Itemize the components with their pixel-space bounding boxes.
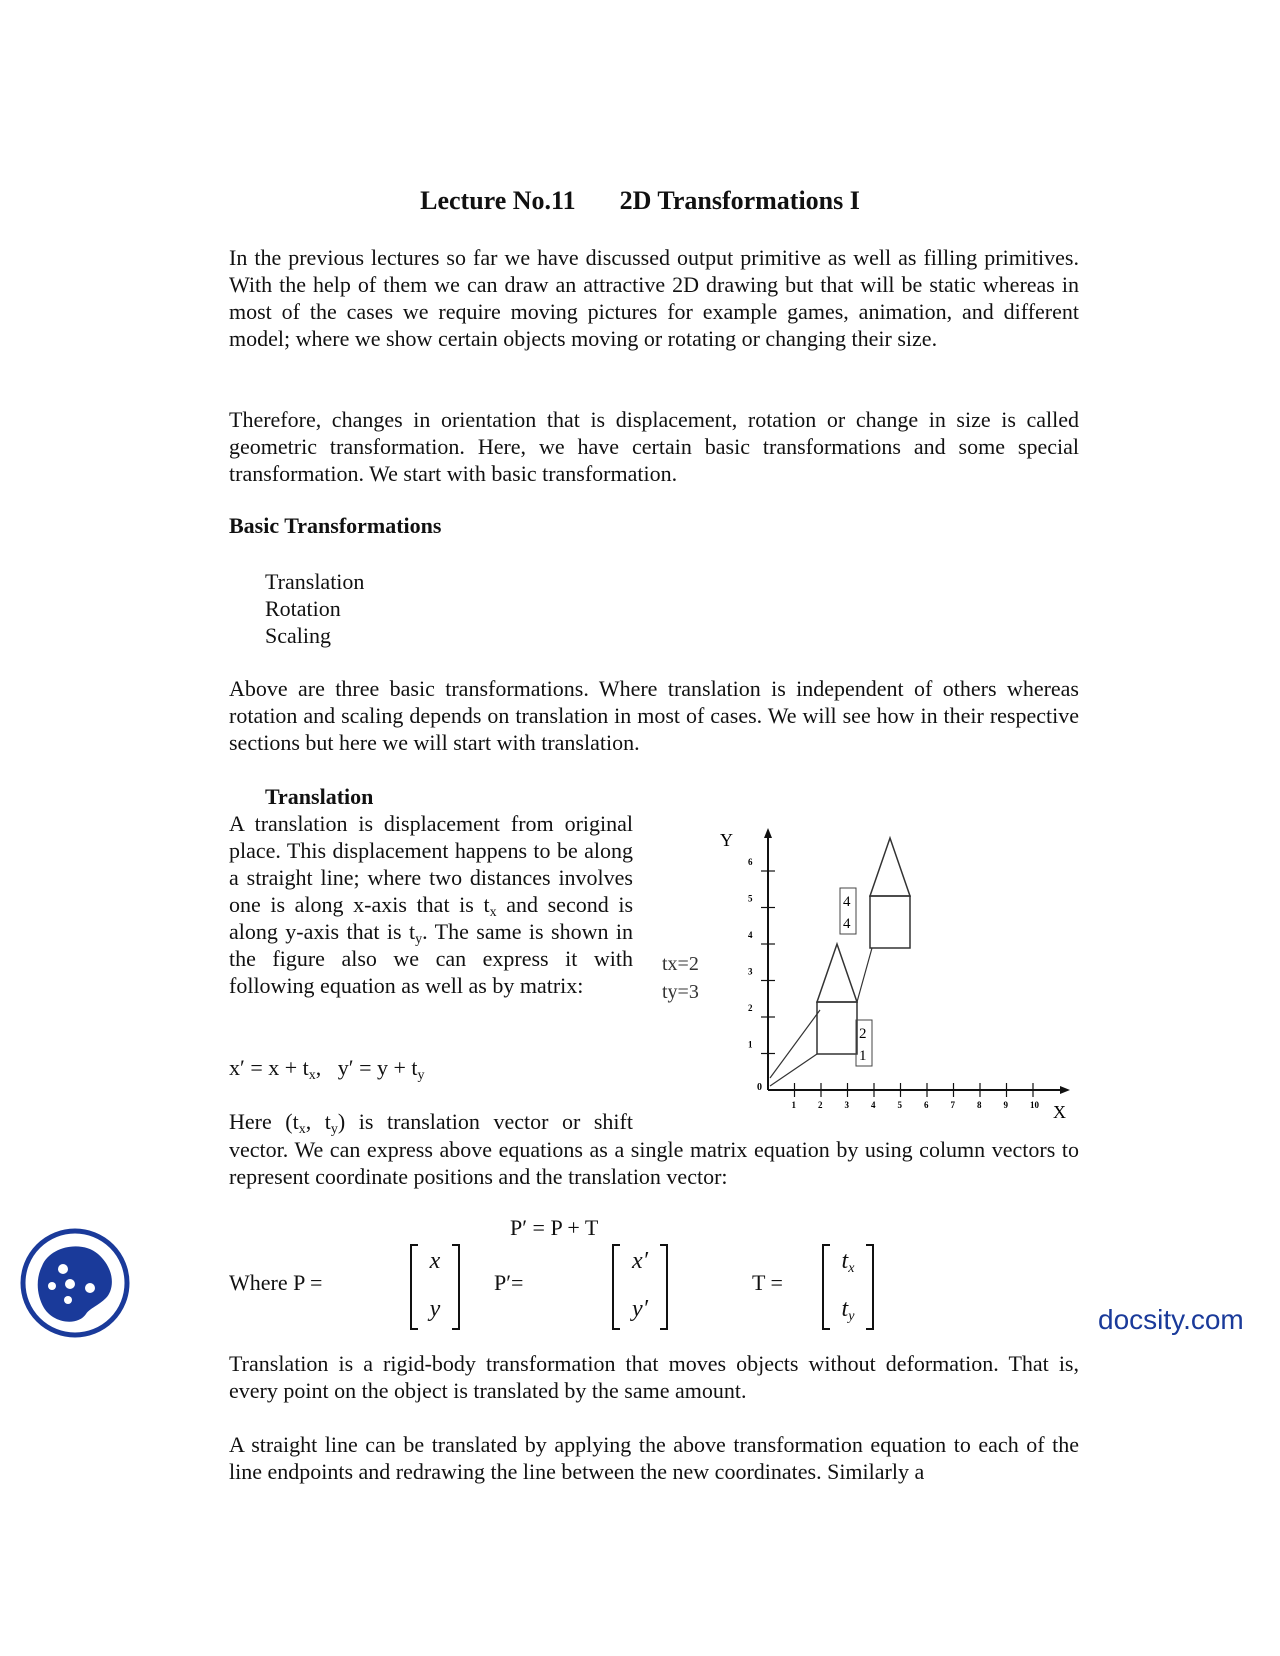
x-tick-label: 8 bbox=[977, 1100, 982, 1110]
x-tick-label: 3 bbox=[844, 1100, 849, 1110]
matrix-T: $t_x$ $t_y$ bbox=[822, 1244, 874, 1330]
translation-equations: $x' = x + t_x$, $y' = y + t_y$ bbox=[229, 1055, 425, 1083]
x-tick-label: 7 bbox=[950, 1100, 955, 1110]
brand-logo bbox=[20, 1228, 130, 1338]
translated-house-body bbox=[870, 896, 910, 948]
x-tick-label: 9 bbox=[1003, 1100, 1008, 1110]
brand-name[interactable]: docsity.com bbox=[1098, 1304, 1244, 1335]
translation-vector-paragraph: vector. We can express above equations as a single matrix equation by using column vectors to represent coordinate positions and the translation vector: bbox=[229, 1137, 1079, 1189]
page-title bbox=[0, 186, 1280, 216]
t-label: T = bbox=[752, 1270, 783, 1295]
matrix-P: x y bbox=[410, 1244, 460, 1330]
x-axis-arrow bbox=[1060, 1086, 1070, 1094]
basic-paragraph: Above are three basic transformations. Where translation is independent of others whereas rotation and scaling depends on translation in most of cases. We will see how in their respective sections but here we will start with translation. bbox=[229, 676, 1079, 755]
p-prime-label: P′= bbox=[494, 1270, 524, 1295]
y-tick-label: 6 bbox=[748, 857, 753, 867]
lecture-number: Lecture No.11 bbox=[420, 186, 576, 215]
vec1-bottom: 1 bbox=[859, 1048, 867, 1064]
where-p-label: Where P = bbox=[229, 1270, 323, 1295]
lecture-topic: 2D Transformations I bbox=[619, 186, 860, 215]
y-tick-label: 3 bbox=[748, 966, 753, 977]
translated-house-roof bbox=[870, 838, 910, 896]
x-tick-label: 4 bbox=[871, 1100, 876, 1110]
y-tick-label: 1 bbox=[748, 1039, 753, 1050]
translation-figure bbox=[650, 820, 1080, 1120]
intro-paragraph-1: In the previous lectures so far we have discussed output primitive as well as filling primitives. With the help of them we can draw an attractive 2D drawing but that will be static whereas in most of the cases we require moving pictures for example games, animation, and different model; where we show certain objects moving or rotating or changing their size. bbox=[229, 245, 1079, 351]
y-tick-label: 2 bbox=[748, 1003, 753, 1013]
translation-heading: Translation bbox=[265, 784, 374, 809]
translation-vector-line: Here ($t_x$, $t_y$) is translation vector or shift bbox=[229, 1109, 633, 1137]
translation-vector bbox=[857, 948, 872, 1002]
basic-transformations-list bbox=[265, 568, 364, 649]
ty-label: ty=3 bbox=[662, 981, 699, 1003]
x-tick-label: 1 bbox=[791, 1100, 796, 1110]
x-tick-label: 5 bbox=[897, 1100, 902, 1110]
vec2-top: 4 bbox=[843, 894, 851, 910]
x-tick-label: 10 bbox=[1030, 1100, 1039, 1110]
original-house-roof bbox=[817, 944, 857, 1002]
y-tick-label: 4 bbox=[748, 930, 753, 940]
vector-origin-to-body bbox=[770, 1010, 820, 1078]
origin-label: 0 bbox=[757, 1082, 762, 1093]
y-axis-arrow bbox=[764, 828, 772, 838]
matrix-equation: P′ = P + T bbox=[510, 1215, 599, 1240]
intro-paragraph-2: Therefore, changes in orientation that is displacement, rotation or change in size is called geometric transformation. Here, we have certain basic transformations and some special transformation. We start with basic transformation. bbox=[229, 407, 1079, 486]
vec2-bottom: 4 bbox=[843, 916, 851, 932]
x-tick-label: 6 bbox=[924, 1100, 929, 1110]
original-house-body bbox=[817, 1002, 857, 1054]
list-item: Translation bbox=[265, 569, 365, 594]
axis-ticks bbox=[748, 857, 1040, 1110]
x-axis-label: X bbox=[1053, 1102, 1066, 1120]
vec1-top: 2 bbox=[859, 1026, 867, 1042]
y-axis-label: Y bbox=[720, 830, 733, 850]
x-tick-label: 2 bbox=[818, 1100, 823, 1110]
list-item: Rotation bbox=[265, 596, 341, 621]
line-paragraph: A straight line can be translated by applying the above transformation equation to each of the line endpoints and redrawing the line between the new coordinates. Similarly a bbox=[229, 1432, 1079, 1484]
rigid-body-paragraph: Translation is a rigid-body transformation that moves objects without deformation. That is, every point on the object is translated by the same amount. bbox=[229, 1351, 1079, 1403]
list-item: Scaling bbox=[265, 623, 331, 648]
matrix-P-prime: x′ y′ bbox=[612, 1244, 668, 1330]
basic-transformations-heading: Basic Transformations bbox=[229, 513, 442, 538]
translation-paragraph: A translation is displacement from original place. This displacement happens to be along a straight line; where two distances involves one is along x-axis that is $t_x$ and second is along y-axis that is $t_y$. The same is shown in the figure also we can express it with following equation as well as by matrix: bbox=[229, 811, 634, 998]
tx-label: tx=2 bbox=[662, 953, 699, 975]
y-tick-label: 5 bbox=[748, 893, 753, 904]
vector-origin-to-base bbox=[770, 1054, 817, 1086]
